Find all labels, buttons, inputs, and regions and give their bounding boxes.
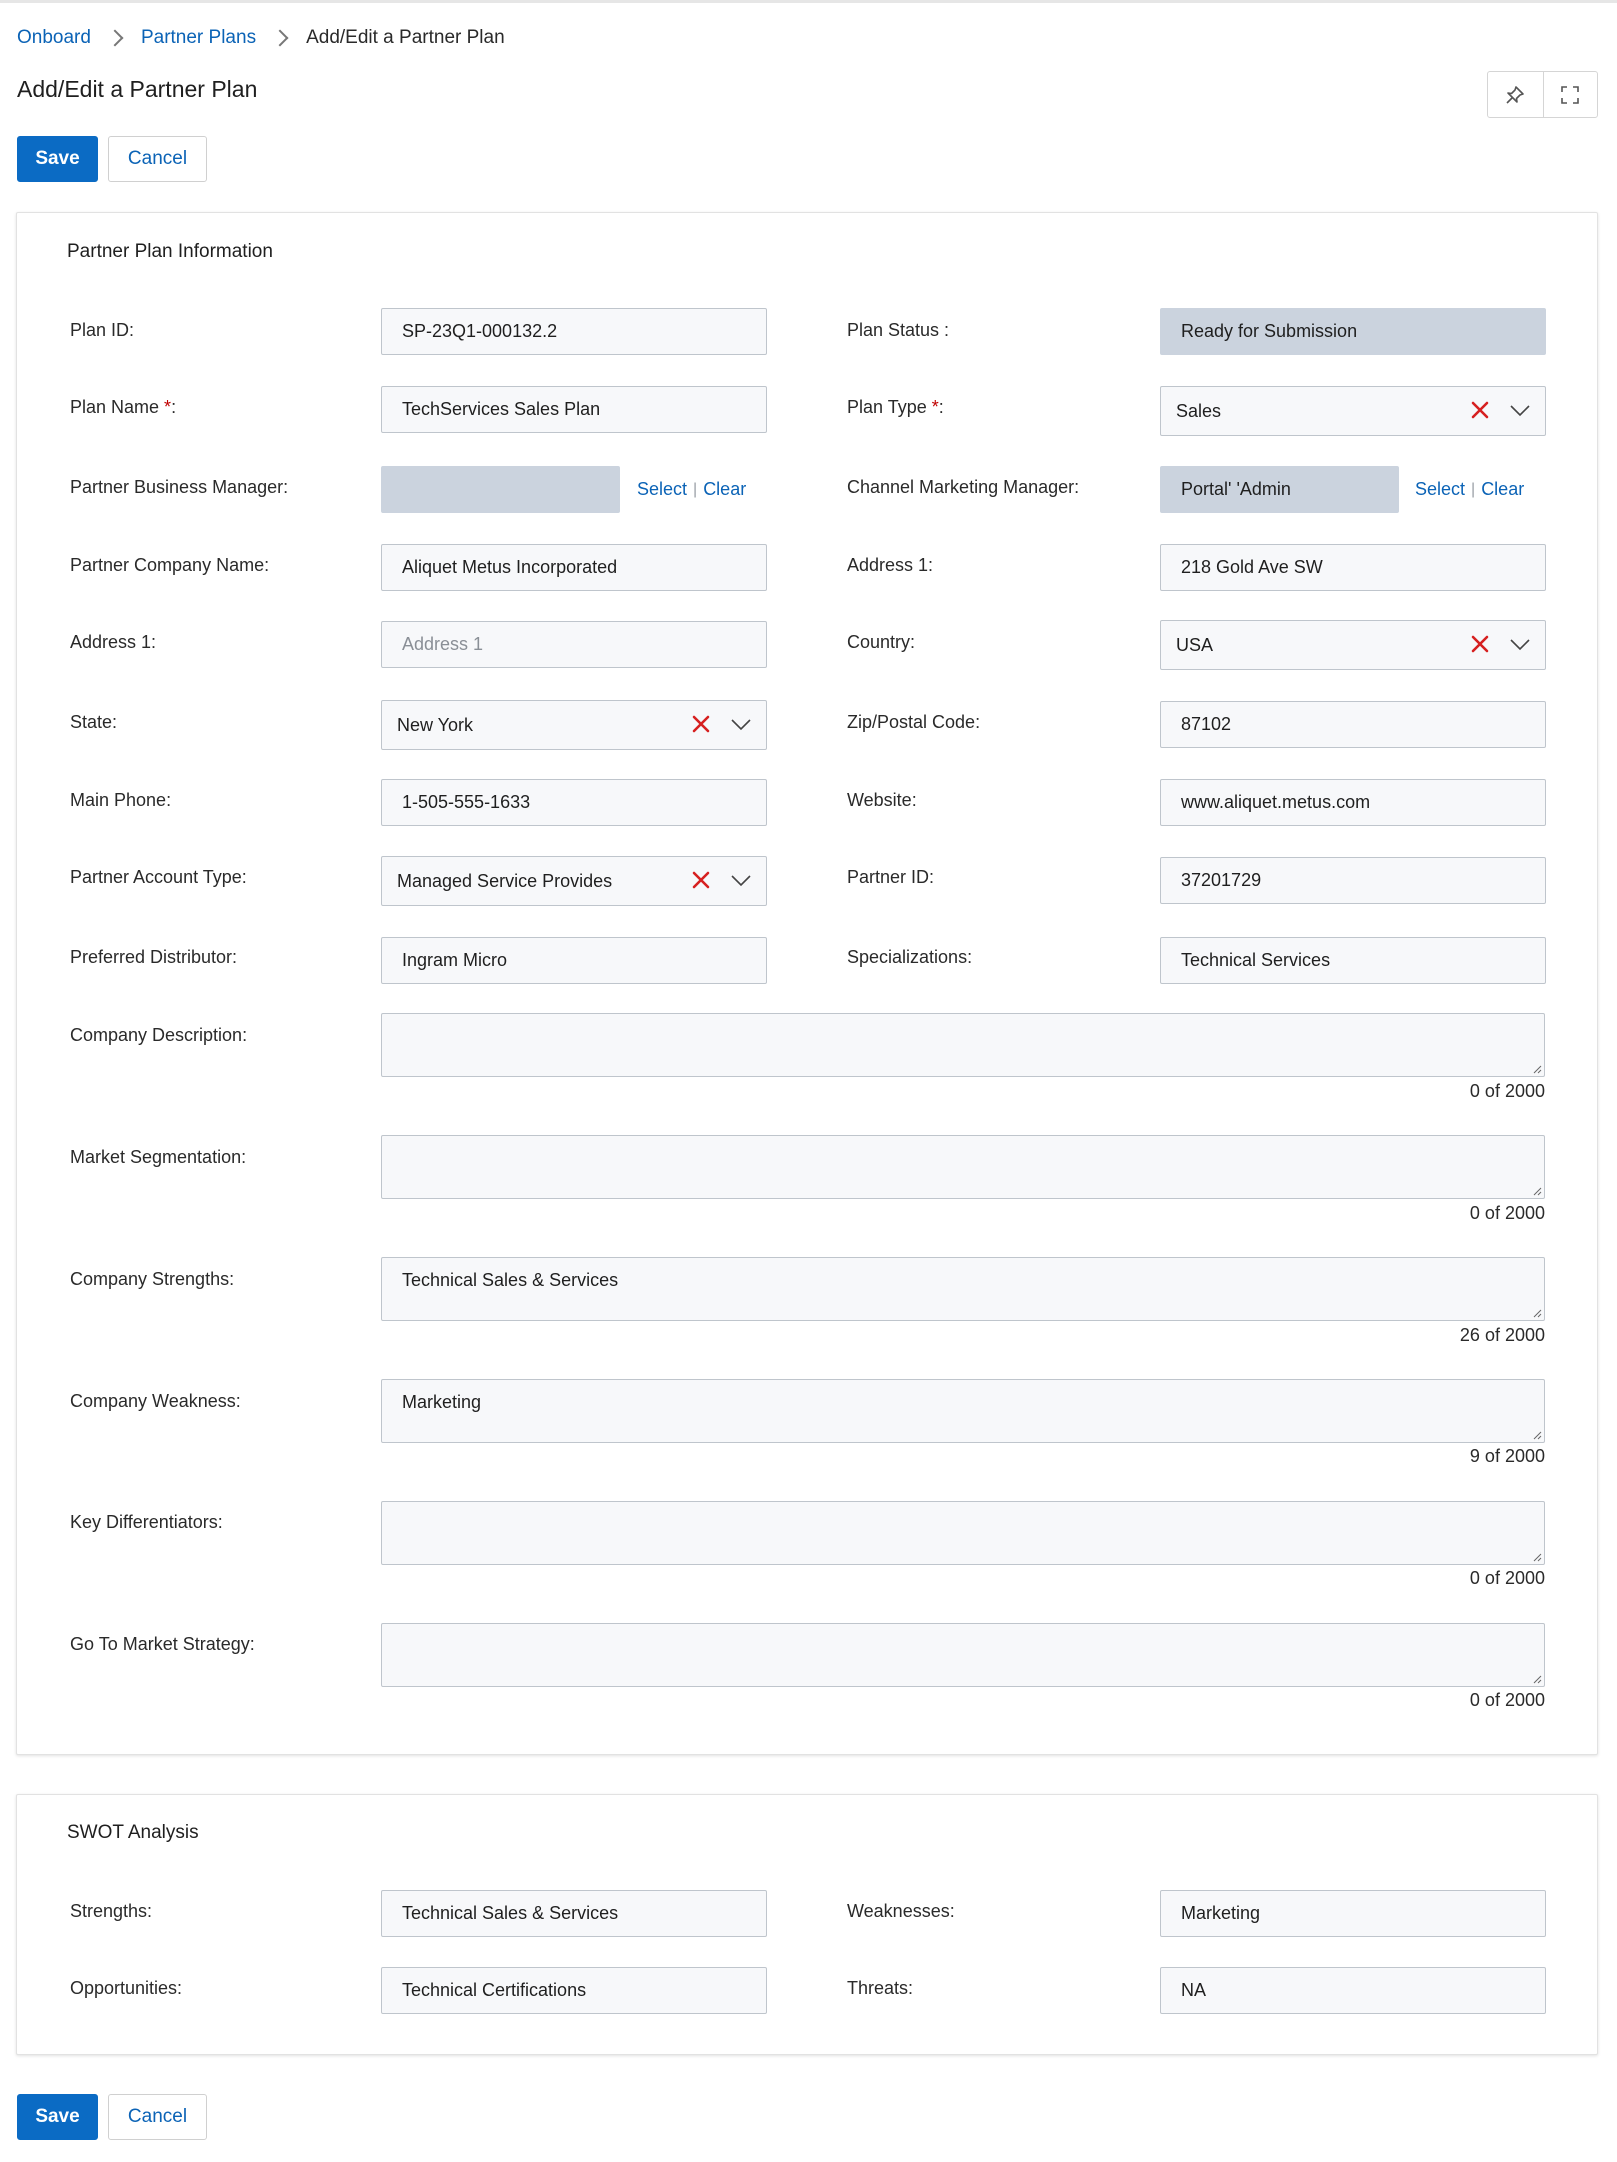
pbm-clear-link[interactable]: Clear bbox=[703, 479, 747, 499]
chevron-down-icon[interactable] bbox=[1509, 633, 1531, 655]
label-specializations: Specializations: bbox=[847, 947, 973, 967]
label-channel-marketing-manager: Channel Marketing Manager: bbox=[847, 477, 1080, 497]
weaknesses-input[interactable]: Marketing bbox=[1160, 1890, 1546, 1937]
page-title: Add/Edit a Partner Plan bbox=[17, 76, 258, 102]
resize-grip-icon[interactable] bbox=[1532, 1064, 1542, 1074]
partner-account-type-select[interactable] bbox=[381, 856, 767, 906]
specializations-input[interactable]: Technical Services bbox=[1160, 937, 1546, 984]
label-main-phone: Main Phone: bbox=[70, 790, 172, 810]
label-address-1-right: Address 1: bbox=[847, 555, 934, 575]
label-company-strengths: Company Strengths: bbox=[70, 1269, 235, 1289]
label-go-to-market-strategy: Go To Market Strategy: bbox=[70, 1634, 255, 1654]
key-differentiators-textarea[interactable] bbox=[381, 1501, 1545, 1565]
label-plan-name-text: Plan Name bbox=[70, 397, 165, 417]
chevron-right-icon bbox=[266, 26, 296, 50]
label-strengths: Strengths: bbox=[70, 1901, 153, 1921]
link-separator: | bbox=[693, 480, 698, 498]
breadcrumb-onboard[interactable]: Onboard bbox=[17, 27, 91, 48]
label-website: Website: bbox=[847, 790, 917, 810]
section-title-swot: SWOT Analysis bbox=[67, 1822, 199, 1843]
country-value: USA bbox=[1176, 634, 1214, 655]
clear-x-icon[interactable] bbox=[1469, 633, 1491, 655]
chevron-down-icon[interactable] bbox=[1509, 399, 1531, 421]
company-weakness-value: Marketing bbox=[402, 1392, 482, 1412]
label-partner-account-type: Partner Account Type: bbox=[70, 867, 247, 887]
chevron-down-icon[interactable] bbox=[730, 713, 752, 735]
opportunities-input[interactable]: Technical Certifications bbox=[381, 1967, 767, 2014]
breadcrumb bbox=[17, 26, 505, 50]
cmm-actions bbox=[1415, 479, 1524, 500]
label-company-description: Company Description: bbox=[70, 1025, 248, 1045]
clear-x-icon[interactable] bbox=[690, 713, 712, 735]
clear-x-icon[interactable] bbox=[1469, 399, 1491, 421]
char-counter: 0 of 2000 bbox=[1469, 1568, 1545, 1588]
save-button[interactable]: Save bbox=[17, 136, 98, 182]
strengths-input[interactable]: Technical Sales & Services bbox=[381, 1890, 767, 1937]
plan-name-input[interactable]: TechServices Sales Plan bbox=[381, 386, 767, 433]
address-1-input-left[interactable]: Address 1 bbox=[381, 621, 767, 668]
chevron-right-icon bbox=[101, 26, 131, 50]
label-preferred-distributor: Preferred Distributor: bbox=[70, 947, 238, 967]
label-address-1-left: Address 1: bbox=[70, 632, 157, 652]
clear-x-icon[interactable] bbox=[690, 869, 712, 891]
char-counter: 0 of 2000 bbox=[1469, 1081, 1545, 1101]
go-to-market-strategy-textarea[interactable] bbox=[381, 1623, 1545, 1687]
expand-button[interactable] bbox=[1543, 72, 1598, 117]
main-phone-input[interactable]: 1-505-555-1633 bbox=[381, 779, 767, 826]
cmm-clear-link[interactable]: Clear bbox=[1481, 479, 1525, 499]
label-plan-name bbox=[70, 397, 176, 418]
cancel-button[interactable]: Cancel bbox=[108, 136, 207, 182]
plan-type-value: Sales bbox=[1176, 400, 1222, 421]
website-input[interactable]: www.aliquet.metus.com bbox=[1160, 779, 1546, 826]
label-state: State: bbox=[70, 712, 118, 732]
label-key-differentiators: Key Differentiators: bbox=[70, 1512, 223, 1532]
resize-grip-icon[interactable] bbox=[1532, 1552, 1542, 1562]
label-country: Country: bbox=[847, 632, 916, 652]
label-plan-status: Plan Status : bbox=[847, 320, 950, 340]
plan-status-field: Ready for Submission bbox=[1160, 308, 1546, 355]
required-marker: * bbox=[931, 397, 939, 417]
channel-marketing-manager-field: Portal' 'Admin bbox=[1160, 466, 1399, 513]
address-1-input-right[interactable]: 218 Gold Ave SW bbox=[1160, 544, 1546, 591]
cmm-select-link[interactable]: Select bbox=[1415, 479, 1466, 499]
label-plan-type-text: Plan Type bbox=[847, 397, 932, 417]
label-weaknesses: Weaknesses: bbox=[847, 1901, 955, 1921]
state-select[interactable] bbox=[381, 700, 767, 750]
resize-grip-icon[interactable] bbox=[1532, 1308, 1542, 1318]
preferred-distributor-input[interactable]: Ingram Micro bbox=[381, 937, 767, 984]
breadcrumb-partner-plans[interactable]: Partner Plans bbox=[140, 27, 257, 48]
label-plan-id: Plan ID: bbox=[70, 320, 135, 340]
company-weakness-textarea[interactable] bbox=[381, 1379, 1545, 1443]
label-threats: Threats: bbox=[847, 1978, 914, 1998]
market-segmentation-textarea[interactable] bbox=[381, 1135, 1545, 1199]
plan-type-select[interactable] bbox=[1160, 386, 1546, 436]
char-counter: 0 of 2000 bbox=[1469, 1203, 1545, 1223]
partner-business-manager-field bbox=[381, 466, 620, 513]
company-description-textarea[interactable] bbox=[381, 1013, 1545, 1077]
char-counter: 0 of 2000 bbox=[1469, 1690, 1545, 1710]
label-partner-company-name: Partner Company Name: bbox=[70, 555, 270, 575]
save-button-bottom[interactable]: Save bbox=[17, 2094, 98, 2140]
link-separator: | bbox=[1471, 480, 1476, 498]
label-partner-id: Partner ID: bbox=[847, 867, 935, 887]
resize-grip-icon[interactable] bbox=[1532, 1674, 1542, 1684]
label-zip: Zip/Postal Code: bbox=[847, 712, 981, 732]
plan-id-field[interactable]: SP-23Q1-000132.2 bbox=[381, 308, 767, 355]
top-divider bbox=[0, 0, 1617, 3]
zip-input[interactable]: 87102 bbox=[1160, 701, 1546, 748]
threats-input[interactable]: NA bbox=[1160, 1967, 1546, 2014]
char-counter: 9 of 2000 bbox=[1469, 1446, 1545, 1466]
country-select[interactable] bbox=[1160, 620, 1546, 670]
expand-icon bbox=[1559, 84, 1581, 106]
partner-id-input[interactable]: 37201729 bbox=[1160, 857, 1546, 904]
label-colon: : bbox=[938, 397, 944, 417]
state-value: New York bbox=[397, 714, 474, 735]
label-company-weakness: Company Weakness: bbox=[70, 1391, 241, 1411]
required-marker: * bbox=[164, 397, 172, 417]
pin-button[interactable] bbox=[1488, 72, 1543, 117]
resize-grip-icon[interactable] bbox=[1532, 1430, 1542, 1440]
label-market-segmentation: Market Segmentation: bbox=[70, 1147, 247, 1167]
partner-company-name-input[interactable]: Aliquet Metus Incorporated bbox=[381, 544, 767, 591]
breadcrumb-current: Add/Edit a Partner Plan bbox=[306, 27, 505, 48]
cancel-button-bottom[interactable]: Cancel bbox=[108, 2094, 207, 2140]
company-strengths-value: Technical Sales & Services bbox=[402, 1270, 619, 1290]
label-opportunities: Opportunities: bbox=[70, 1978, 183, 1998]
chevron-down-icon[interactable] bbox=[730, 869, 752, 891]
pin-icon bbox=[1504, 84, 1526, 106]
label-colon: : bbox=[171, 397, 177, 417]
section-title-info: Partner Plan Information bbox=[67, 241, 273, 262]
company-strengths-textarea[interactable] bbox=[381, 1257, 1545, 1321]
label-plan-type bbox=[847, 397, 944, 418]
pbm-actions bbox=[637, 479, 746, 500]
pbm-select-link[interactable]: Select bbox=[637, 479, 688, 499]
partner-account-type-value: Managed Service Provides bbox=[397, 870, 613, 891]
label-partner-business-manager: Partner Business Manager: bbox=[70, 477, 289, 497]
resize-grip-icon[interactable] bbox=[1532, 1186, 1542, 1196]
char-counter: 26 of 2000 bbox=[1459, 1325, 1545, 1345]
header-icon-group bbox=[1487, 71, 1598, 118]
